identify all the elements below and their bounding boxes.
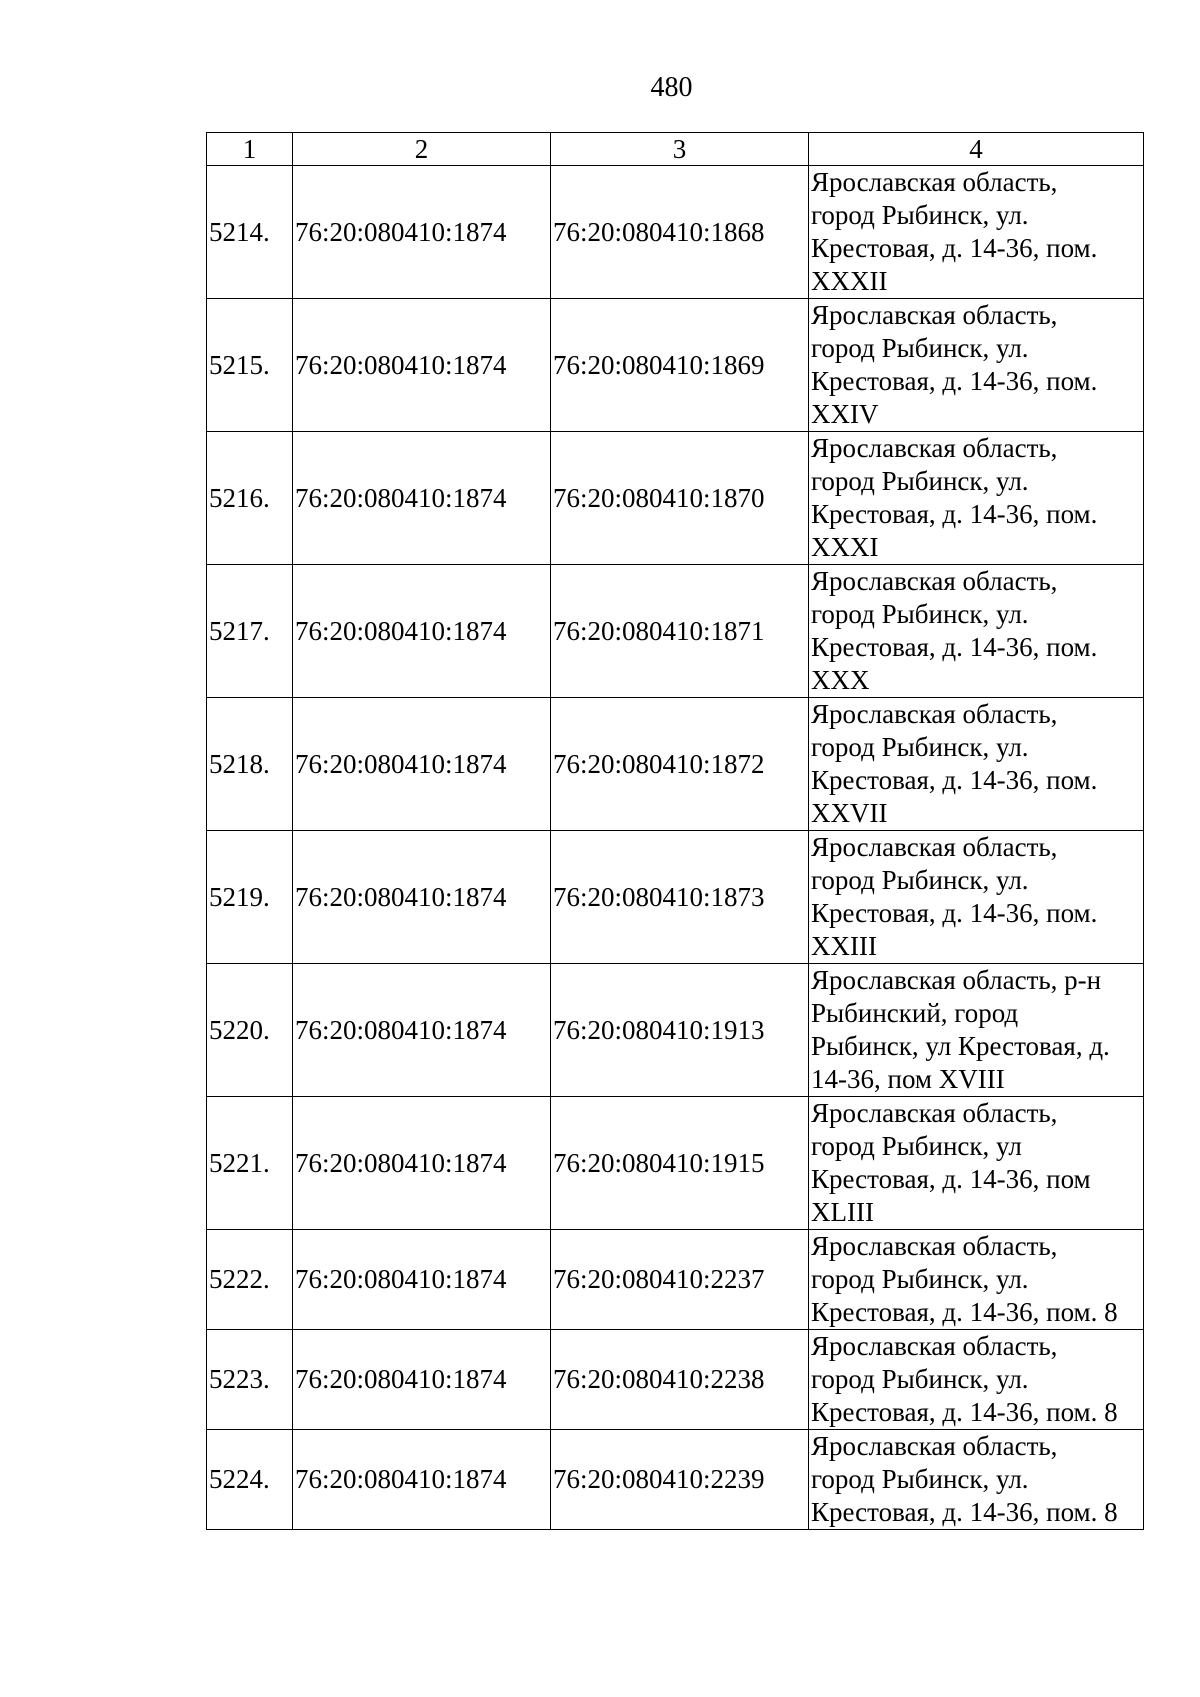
address-line: Ярославская область, xyxy=(811,1331,1058,1361)
address-line: город Рыбинск, ул. xyxy=(811,333,1029,363)
address-line: XXX xyxy=(811,665,870,695)
parent-cadastral-number-cell: 76:20:080410:1874 xyxy=(293,831,551,964)
cadastral-number-cell: 76:20:080410:1913 xyxy=(551,964,809,1097)
address-line: Рыбинск, ул Крестовая, д. xyxy=(811,1031,1110,1061)
table-row xyxy=(207,831,1144,964)
row-number-cell: 5224. xyxy=(207,1430,293,1530)
address-line: город Рыбинск, ул. xyxy=(811,466,1029,496)
address-line: Ярославская область, xyxy=(811,300,1058,330)
address-line: город Рыбинск, ул. xyxy=(811,200,1029,230)
address-line: город Рыбинск, ул xyxy=(811,1131,1022,1161)
address-line: город Рыбинск, ул. xyxy=(811,1364,1029,1394)
parent-cadastral-number-cell: 76:20:080410:1874 xyxy=(293,166,551,299)
cadastral-number-cell: 76:20:080410:1872 xyxy=(551,698,809,831)
address-line: Рыбинский, город xyxy=(811,998,1019,1028)
address-line: Крестовая, д. 14-36, пом. xyxy=(811,765,1098,795)
parent-cadastral-number-cell: 76:20:080410:1874 xyxy=(293,1097,551,1230)
address-line: город Рыбинск, ул. xyxy=(811,865,1029,895)
address-line: Ярославская область, xyxy=(811,566,1058,596)
address-line: 14-36, пом XVIII xyxy=(811,1064,1005,1094)
row-number-cell: 5221. xyxy=(207,1097,293,1230)
address-line: Крестовая, д. 14-36, пом. xyxy=(811,632,1098,662)
row-number-cell: 5215. xyxy=(207,299,293,432)
table-row xyxy=(207,432,1144,565)
table-row xyxy=(207,964,1144,1097)
table-row xyxy=(207,698,1144,831)
address-cell xyxy=(809,166,1144,299)
address-line: XXIV xyxy=(811,399,879,429)
address-line: XLIII xyxy=(811,1197,874,1227)
cadastral-number-cell: 76:20:080410:1868 xyxy=(551,166,809,299)
cadastral-number-cell: 76:20:080410:2238 xyxy=(551,1330,809,1430)
parent-cadastral-number-cell: 76:20:080410:1874 xyxy=(293,1330,551,1430)
row-number-cell: 5223. xyxy=(207,1330,293,1430)
cadastral-number-cell: 76:20:080410:1871 xyxy=(551,565,809,698)
address-line: XXIII xyxy=(811,931,877,961)
registry-table-body xyxy=(207,133,1144,1530)
address-line: Крестовая, д. 14-36, пом. 8 xyxy=(811,1497,1118,1527)
address-cell xyxy=(809,432,1144,565)
address-line: XXXII xyxy=(811,266,888,296)
table-row xyxy=(207,299,1144,432)
row-number-cell: 5220. xyxy=(207,964,293,1097)
address-cell xyxy=(809,299,1144,432)
address-line: город Рыбинск, ул. xyxy=(811,732,1029,762)
cadastral-number-cell: 76:20:080410:1915 xyxy=(551,1097,809,1230)
row-number-cell: 5214. xyxy=(207,166,293,299)
address-line: Ярославская область, xyxy=(811,1431,1058,1461)
parent-cadastral-number-cell: 76:20:080410:1874 xyxy=(293,432,551,565)
address-cell xyxy=(809,964,1144,1097)
address-line: город Рыбинск, ул. xyxy=(811,1264,1029,1294)
address-cell xyxy=(809,1330,1144,1430)
address-line: Ярославская область, xyxy=(811,832,1058,862)
address-line: Ярославская область, xyxy=(811,699,1058,729)
column-header-2: 2 xyxy=(293,133,551,166)
address-line: Крестовая, д. 14-36, пом xyxy=(811,1164,1091,1194)
table-row xyxy=(207,1097,1144,1230)
address-cell xyxy=(809,1230,1144,1330)
address-line: Крестовая, д. 14-36, пом. xyxy=(811,898,1098,928)
parent-cadastral-number-cell: 76:20:080410:1874 xyxy=(293,1430,551,1530)
address-line: Крестовая, д. 14-36, пом. 8 xyxy=(811,1297,1118,1327)
address-line: Ярославская область, xyxy=(811,1098,1058,1128)
address-line: город Рыбинск, ул. xyxy=(811,599,1029,629)
row-number-cell: 5217. xyxy=(207,565,293,698)
address-line: XXXI xyxy=(811,532,879,562)
cadastral-number-cell: 76:20:080410:2237 xyxy=(551,1230,809,1330)
parent-cadastral-number-cell: 76:20:080410:1874 xyxy=(293,964,551,1097)
address-cell xyxy=(809,698,1144,831)
registry-table xyxy=(206,132,1144,1530)
cadastral-number-cell: 76:20:080410:1873 xyxy=(551,831,809,964)
address-cell xyxy=(809,1097,1144,1230)
cadastral-number-cell: 76:20:080410:1870 xyxy=(551,432,809,565)
table-row xyxy=(207,1230,1144,1330)
table-row xyxy=(207,166,1144,299)
column-header-3: 3 xyxy=(551,133,809,166)
row-number-cell: 5219. xyxy=(207,831,293,964)
page-number: 480 xyxy=(650,72,693,103)
table-row xyxy=(207,565,1144,698)
address-line: XXVII xyxy=(811,798,888,828)
cadastral-number-cell: 76:20:080410:1869 xyxy=(551,299,809,432)
table-row xyxy=(207,1430,1144,1530)
address-cell xyxy=(809,1430,1144,1530)
table-row xyxy=(207,1330,1144,1430)
table-header-row xyxy=(207,133,1144,166)
row-number-cell: 5218. xyxy=(207,698,293,831)
parent-cadastral-number-cell: 76:20:080410:1874 xyxy=(293,698,551,831)
parent-cadastral-number-cell: 76:20:080410:1874 xyxy=(293,299,551,432)
column-header-1: 1 xyxy=(207,133,293,166)
row-number-cell: 5216. xyxy=(207,432,293,565)
parent-cadastral-number-cell: 76:20:080410:1874 xyxy=(293,565,551,698)
address-line: Ярославская область, xyxy=(811,433,1058,463)
address-line: город Рыбинск, ул. xyxy=(811,1464,1029,1494)
row-number-cell: 5222. xyxy=(207,1230,293,1330)
address-line: Ярославская область, xyxy=(811,167,1058,197)
address-line: Ярославская область, р-н xyxy=(811,965,1102,995)
address-line: Крестовая, д. 14-36, пом. xyxy=(811,499,1098,529)
address-line: Крестовая, д. 14-36, пом. xyxy=(811,366,1098,396)
address-line: Крестовая, д. 14-36, пом. 8 xyxy=(811,1397,1118,1427)
parent-cadastral-number-cell: 76:20:080410:1874 xyxy=(293,1230,551,1330)
cadastral-number-cell: 76:20:080410:2239 xyxy=(551,1430,809,1530)
column-header-4: 4 xyxy=(809,133,1144,166)
address-line: Ярославская область, xyxy=(811,1231,1058,1261)
address-cell xyxy=(809,831,1144,964)
address-line: Крестовая, д. 14-36, пом. xyxy=(811,233,1098,263)
address-cell xyxy=(809,565,1144,698)
